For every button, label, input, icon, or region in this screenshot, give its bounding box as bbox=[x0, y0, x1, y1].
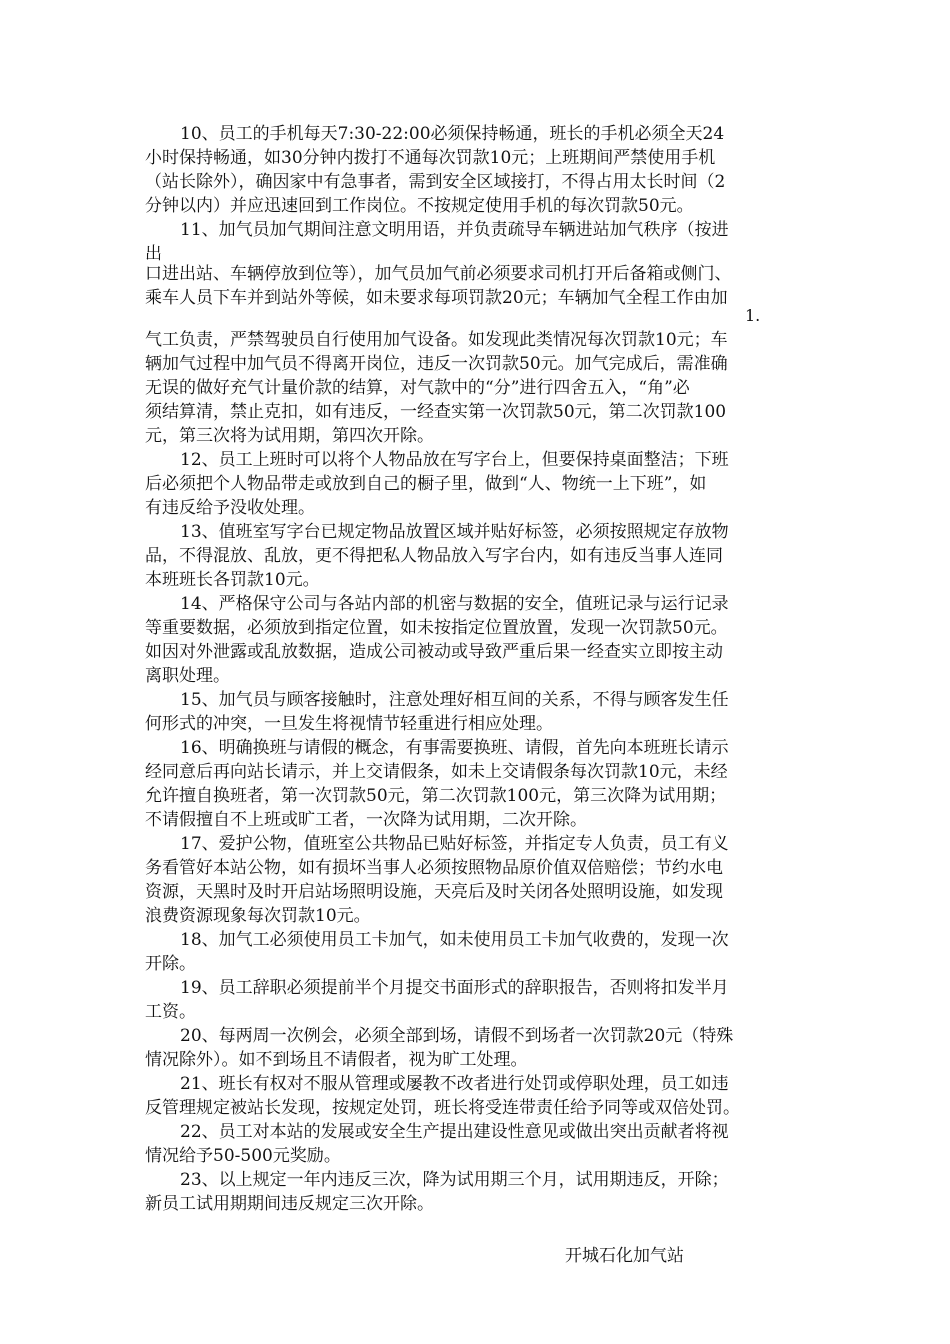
rule-19-line-2: 工资。 bbox=[145, 1002, 196, 1022]
rule-11-line-2: 出 bbox=[145, 244, 162, 264]
rule-15-line-2: 何形式的冲突，一旦发生将视情节轻重进行相应处理。 bbox=[145, 714, 553, 734]
rule-16-line-2: 经同意后再向站长请示，并上交请假条，如未上交请假条每次罚款10元，未经 bbox=[145, 762, 728, 782]
rule-14-line-4: 离职处理。 bbox=[145, 666, 230, 686]
rule-11-line-7: 无误的做好充气计量价款的结算，对气款中的“分”进行四舍五入，“角”必 bbox=[145, 378, 690, 398]
rule-10-line-1: 10、员工的手机每天7:30-22:00必须保持畅通，班长的手机必须全天24 bbox=[180, 124, 725, 144]
rule-13-line-3: 本班班长各罚款10元。 bbox=[145, 570, 320, 590]
rule-20-line-2: 情况除外）。如不到场且不请假者，视为旷工处理。 bbox=[145, 1050, 528, 1070]
rule-22-line-2: 情况给予50-500元奖励。 bbox=[145, 1146, 341, 1166]
rule-11-line-9: 元，第三次将为试用期，第四次开除。 bbox=[145, 426, 434, 446]
rule-10-line-3: （站长除外），确因家中有急事者，需到安全区域接打，不得占用太长时间（2 bbox=[145, 172, 726, 192]
rule-12-line-3: 有违反给予没收处理。 bbox=[145, 498, 315, 518]
rule-11-line-4: 乘车人员下车并到站外等候，如未要求每项罚款20元；车辆加气全程工作由加 bbox=[145, 288, 728, 308]
rule-11-line-1: 11、加气员加气期间注意文明用语，并负责疏导车辆进站加气秩序（按进 bbox=[180, 220, 729, 240]
rule-18-line-1: 18、加气工必须使用员工卡加气，如未使用员工卡加气收费的，发现一次 bbox=[180, 930, 729, 950]
rule-11-line-6: 辆加气过程中加气员不得离开岗位，违反一次罚款50元。加气完成后，需准确 bbox=[145, 354, 728, 374]
rule-19-line-1: 19、员工辞职必须提前半个月提交书面形式的辞职报告，否则将扣发半月 bbox=[180, 978, 729, 998]
rule-17-line-4: 浪费资源现象每次罚款10元。 bbox=[145, 906, 371, 926]
rule-10-line-4: 分钟以内）并应迅速回到工作岗位。不按规定使用手机的每次罚款50元。 bbox=[145, 196, 694, 216]
rule-11-line-3: 口进出站、车辆停放到位等），加气员加气前必须要求司机打开后备箱或侧门、 bbox=[145, 264, 732, 284]
rule-11-line-8: 须结算清，禁止克扣，如有违反，一经查实第一次罚款50元，第二次罚款100 bbox=[145, 402, 727, 422]
rule-14-line-3: 如因对外泄露或乱放数据，造成公司被动或导致严重后果一经查实立即按主动 bbox=[145, 642, 723, 662]
rule-16-line-1: 16、明确换班与请假的概念，有事需要换班、请假，首先向本班班长请示 bbox=[180, 738, 729, 758]
rule-13-line-1: 13、值班室写字台已规定物品放置区域并贴好标签，必须按照规定存放物 bbox=[180, 522, 729, 542]
rule-22-line-1: 22、员工对本站的发展或安全生产提出建设性意见或做出突出贡献者将视 bbox=[180, 1122, 729, 1142]
rule-23-line-1: 23、以上规定一年内违反三次，降为试用期三个月，试用期违反，开除； bbox=[180, 1170, 729, 1190]
rule-14-line-2: 等重要数据，必须放到指定位置，如未按指定位置放置，发现一次罚款50元。 bbox=[145, 618, 728, 638]
rule-21-line-2: 反管理规定被站长发现，按规定处罚，班长将受连带责任给予同等或双倍处罚。 bbox=[145, 1098, 740, 1118]
rule-16-line-3: 允许擅自换班者，第一次罚款50元，第二次罚款100元，第三次降为试用期； bbox=[145, 786, 727, 806]
rule-17-line-3: 资源，天黑时及时开启站场照明设施，天亮后及时关闭各处照明设施，如发现 bbox=[145, 882, 723, 902]
rule-20-line-1: 20、每两周一次例会，必须全部到场，请假不到场者一次罚款20元（特殊 bbox=[180, 1026, 734, 1046]
rule-15-line-1: 15、加气员与顾客接触时，注意处理好相互间的关系，不得与顾客发生任 bbox=[180, 690, 729, 710]
rule-17-line-2: 务看管好本站公物，如有损坏当事人必须按照物品原价值双倍赔偿；节约水电 bbox=[145, 858, 723, 878]
rule-13-line-2: 品，不得混放、乱放，更不得把私人物品放入写字台内，如有违反当事人连同 bbox=[145, 546, 723, 566]
rule-14-line-1: 14、严格保守公司与各站内部的机密与数据的安全，值班记录与运行记录 bbox=[180, 594, 729, 614]
rule-11-line-5: 气工负责，严禁驾驶员自行使用加气设备。如发现此类情况每次罚款10元；车 bbox=[145, 330, 728, 350]
rule-17-line-1: 17、爱护公物，值班室公共物品已贴好标签，并指定专人负责，员工有义 bbox=[180, 834, 729, 854]
rule-12-line-2: 后必须把个人物品带走或放到自己的橱子里，做到“人、物统一上下班”，如 bbox=[145, 474, 707, 494]
rule-21-line-1: 21、班长有权对不服从管理或屡教不改者进行处罚或停职处理，员工如违 bbox=[180, 1074, 729, 1094]
rule-10-line-2: 小时保持畅通，如30分钟内拨打不通每次罚款10元；上班期间严禁使用手机 bbox=[145, 148, 716, 168]
rule-16-line-4: 不请假擅自不上班或旷工者，一次降为试用期，二次开除。 bbox=[145, 810, 587, 830]
rule-12-line-1: 12、员工上班时可以将个人物品放在写字台上，但要保持桌面整洁；下班 bbox=[180, 450, 729, 470]
page-number: 1. bbox=[745, 306, 761, 325]
rule-23-line-2: 新员工试用期期间违反规定三次开除。 bbox=[145, 1194, 434, 1214]
rule-18-line-2: 开除。 bbox=[145, 954, 196, 974]
signature: 开城石化加气站 bbox=[565, 1246, 684, 1266]
